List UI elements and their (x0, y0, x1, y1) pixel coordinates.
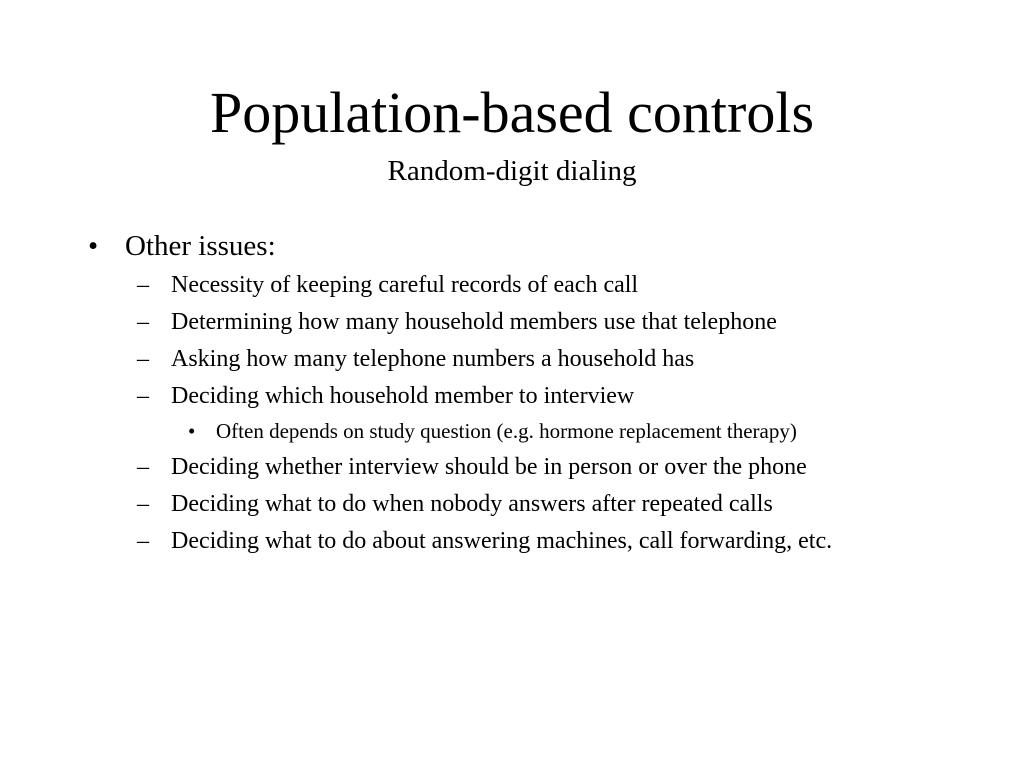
list-item-text: Deciding which household member to interview (171, 383, 635, 409)
bullet-text: Other issues: (125, 230, 276, 262)
list-item-text: Deciding whether interview should be in person or over the phone (171, 454, 807, 480)
list-item (0, 526, 1024, 556)
dash-marker: – (137, 454, 149, 480)
list-item-text: Deciding what to do when nobody answers after repeated calls (171, 491, 773, 517)
bullet-marker: • (88, 230, 99, 262)
list-item (0, 489, 1024, 519)
slide-subtitle: Random-digit dialing (387, 155, 637, 187)
slide-body (0, 226, 1024, 563)
list-item-text: Necessity of keeping careful records of each call (171, 272, 639, 298)
dash-marker: – (137, 346, 149, 372)
dash-marker: – (137, 528, 149, 554)
list-item-text: Asking how many telephone numbers a household has (171, 346, 695, 372)
dash-marker: – (137, 309, 149, 335)
list-item (0, 344, 1024, 374)
dash-marker: – (137, 491, 149, 517)
bullet-other-issues (0, 226, 1024, 266)
list-item (0, 270, 1024, 300)
list-item (0, 381, 1024, 411)
list-item-text: Determining how many household members use that telephone (171, 309, 777, 335)
slide-title: Population-based controls (209, 80, 815, 145)
list-item (0, 307, 1024, 337)
sub-list-item (0, 418, 1024, 444)
sub-bullet-marker: • (188, 419, 196, 443)
list-item (0, 452, 1024, 482)
list-item-text: Deciding what to do about answering machines, call forwarding, etc. (171, 528, 833, 554)
sub-list-item-text: Often depends on study question (e.g. hormone replacement therapy) (216, 419, 797, 443)
dash-marker: – (137, 383, 149, 409)
dash-marker: – (137, 272, 149, 298)
